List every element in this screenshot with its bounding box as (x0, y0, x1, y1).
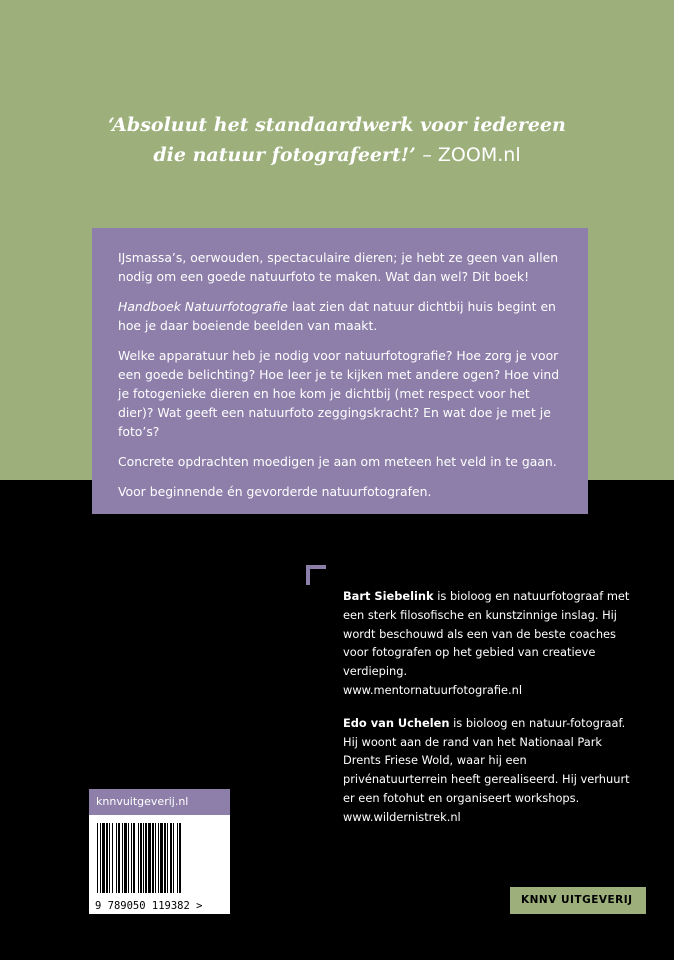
barcode-bar (167, 823, 168, 893)
barcode-bar (116, 823, 117, 893)
author-2-url[interactable]: www.wildernistrek.nl (343, 809, 461, 824)
barcode-bar (128, 823, 129, 893)
barcode-bar (179, 823, 181, 893)
barcode-icon (89, 815, 230, 914)
corner-bracket-icon (306, 565, 326, 585)
barcode-bar (177, 823, 178, 893)
barcode-bar (145, 823, 147, 893)
isbn-barcode (89, 815, 230, 914)
barcode-bar (106, 823, 108, 893)
author-1-name: Bart Siebelink (343, 589, 434, 603)
barcode-bar (122, 823, 123, 893)
barcode-bar (140, 823, 142, 893)
barcode-bar (109, 823, 110, 893)
blurb-paragraph-2: Handboek Natuurfotografie laat zien dat natuur dichtbij huis begint en hoe je daar boeiende beelden van maakt. (118, 299, 556, 333)
publisher-logo-label: KNNV UITGEVERIJ (510, 887, 646, 914)
barcode-bar (143, 823, 144, 893)
barcode-bar (131, 823, 132, 893)
barcode-bar (170, 823, 172, 893)
barcode-bar (160, 823, 163, 893)
barcode-bar (102, 823, 105, 893)
blurb-paragraph-3: Welke apparatuur heb je nodig voor natuurfotografie? Hoe zorg je voor een goede belichting? Hoe leer je te kijken met andere ogen? Hoe vind je fotogenieke dieren en hoe kom je dichtbij (met respect voor het dier)? Wat geeft een natuurfoto zeggingskracht? En wat doe je met je foto’s? (118, 348, 560, 439)
barcode-bar (152, 823, 154, 893)
author-bios (343, 587, 633, 841)
barcode-bar (155, 823, 156, 893)
quote-line-2: die natuur fotografeert!’ (153, 144, 416, 166)
author-2-name: Edo van Uchelen (343, 715, 450, 730)
barcode-bar (173, 823, 174, 893)
barcode-bar (164, 823, 166, 893)
barcode-bar (97, 823, 98, 893)
barcode-bar (100, 823, 101, 893)
publisher-website[interactable]: knnvuitgeverij.nl (89, 789, 230, 815)
review-quote (0, 110, 674, 170)
blurb-paragraph-1: IJsmassa’s, oerwouden, spectaculaire dieren; je hebt ze geen van allen nodig om een goede natuurfoto te maken. Wat dan wel? Dit boek! (118, 250, 559, 284)
quote-line-1: ‘Absoluut het standaardwerk voor iedereen (108, 114, 566, 136)
barcode-bar (118, 823, 120, 893)
barcode-bar (133, 823, 135, 893)
blurb-paragraph-4: Concrete opdrachten moedigen je aan om meteen het veld in te gaan. (118, 454, 557, 469)
book-title: Handboek Natuurfotografie (118, 299, 288, 314)
book-blurb (92, 228, 588, 514)
author-2-bio: Edo van Uchelen is bioloog en natuur-fotograaf. Hij woont aan de rand van het Nationaal Park Drents Friese Wold, waar hij een privénatuurterrein heeft gerealiseerd. Hij verhuurt er een fotohut en organiseert workshops. www.wildernistrek.nl (343, 715, 630, 824)
barcode-bar (158, 823, 159, 893)
isbn-number: 9 789050 119382 > (95, 900, 203, 912)
author-1-bio: Bart Siebelink is bioloog en natuurfotograaf met een sterk filosofische en kunstzinnige inslag. Hij wordt beschouwd als een van de beste coaches voor fotografen op het gebied van creatieve verdieping. www.mentornatuurfotografie.nl (343, 589, 630, 697)
quote-source: – ZOOM.nl (422, 144, 521, 166)
barcode-bar (138, 823, 139, 893)
blurb-paragraph-5: Voor beginnende én gevorderde natuurfotografen. (118, 484, 432, 499)
barcode-bar (124, 823, 127, 893)
barcode-bar (112, 823, 113, 893)
barcode-bar (148, 823, 151, 893)
author-1-url[interactable]: www.mentornatuurfotografie.nl (343, 682, 523, 697)
